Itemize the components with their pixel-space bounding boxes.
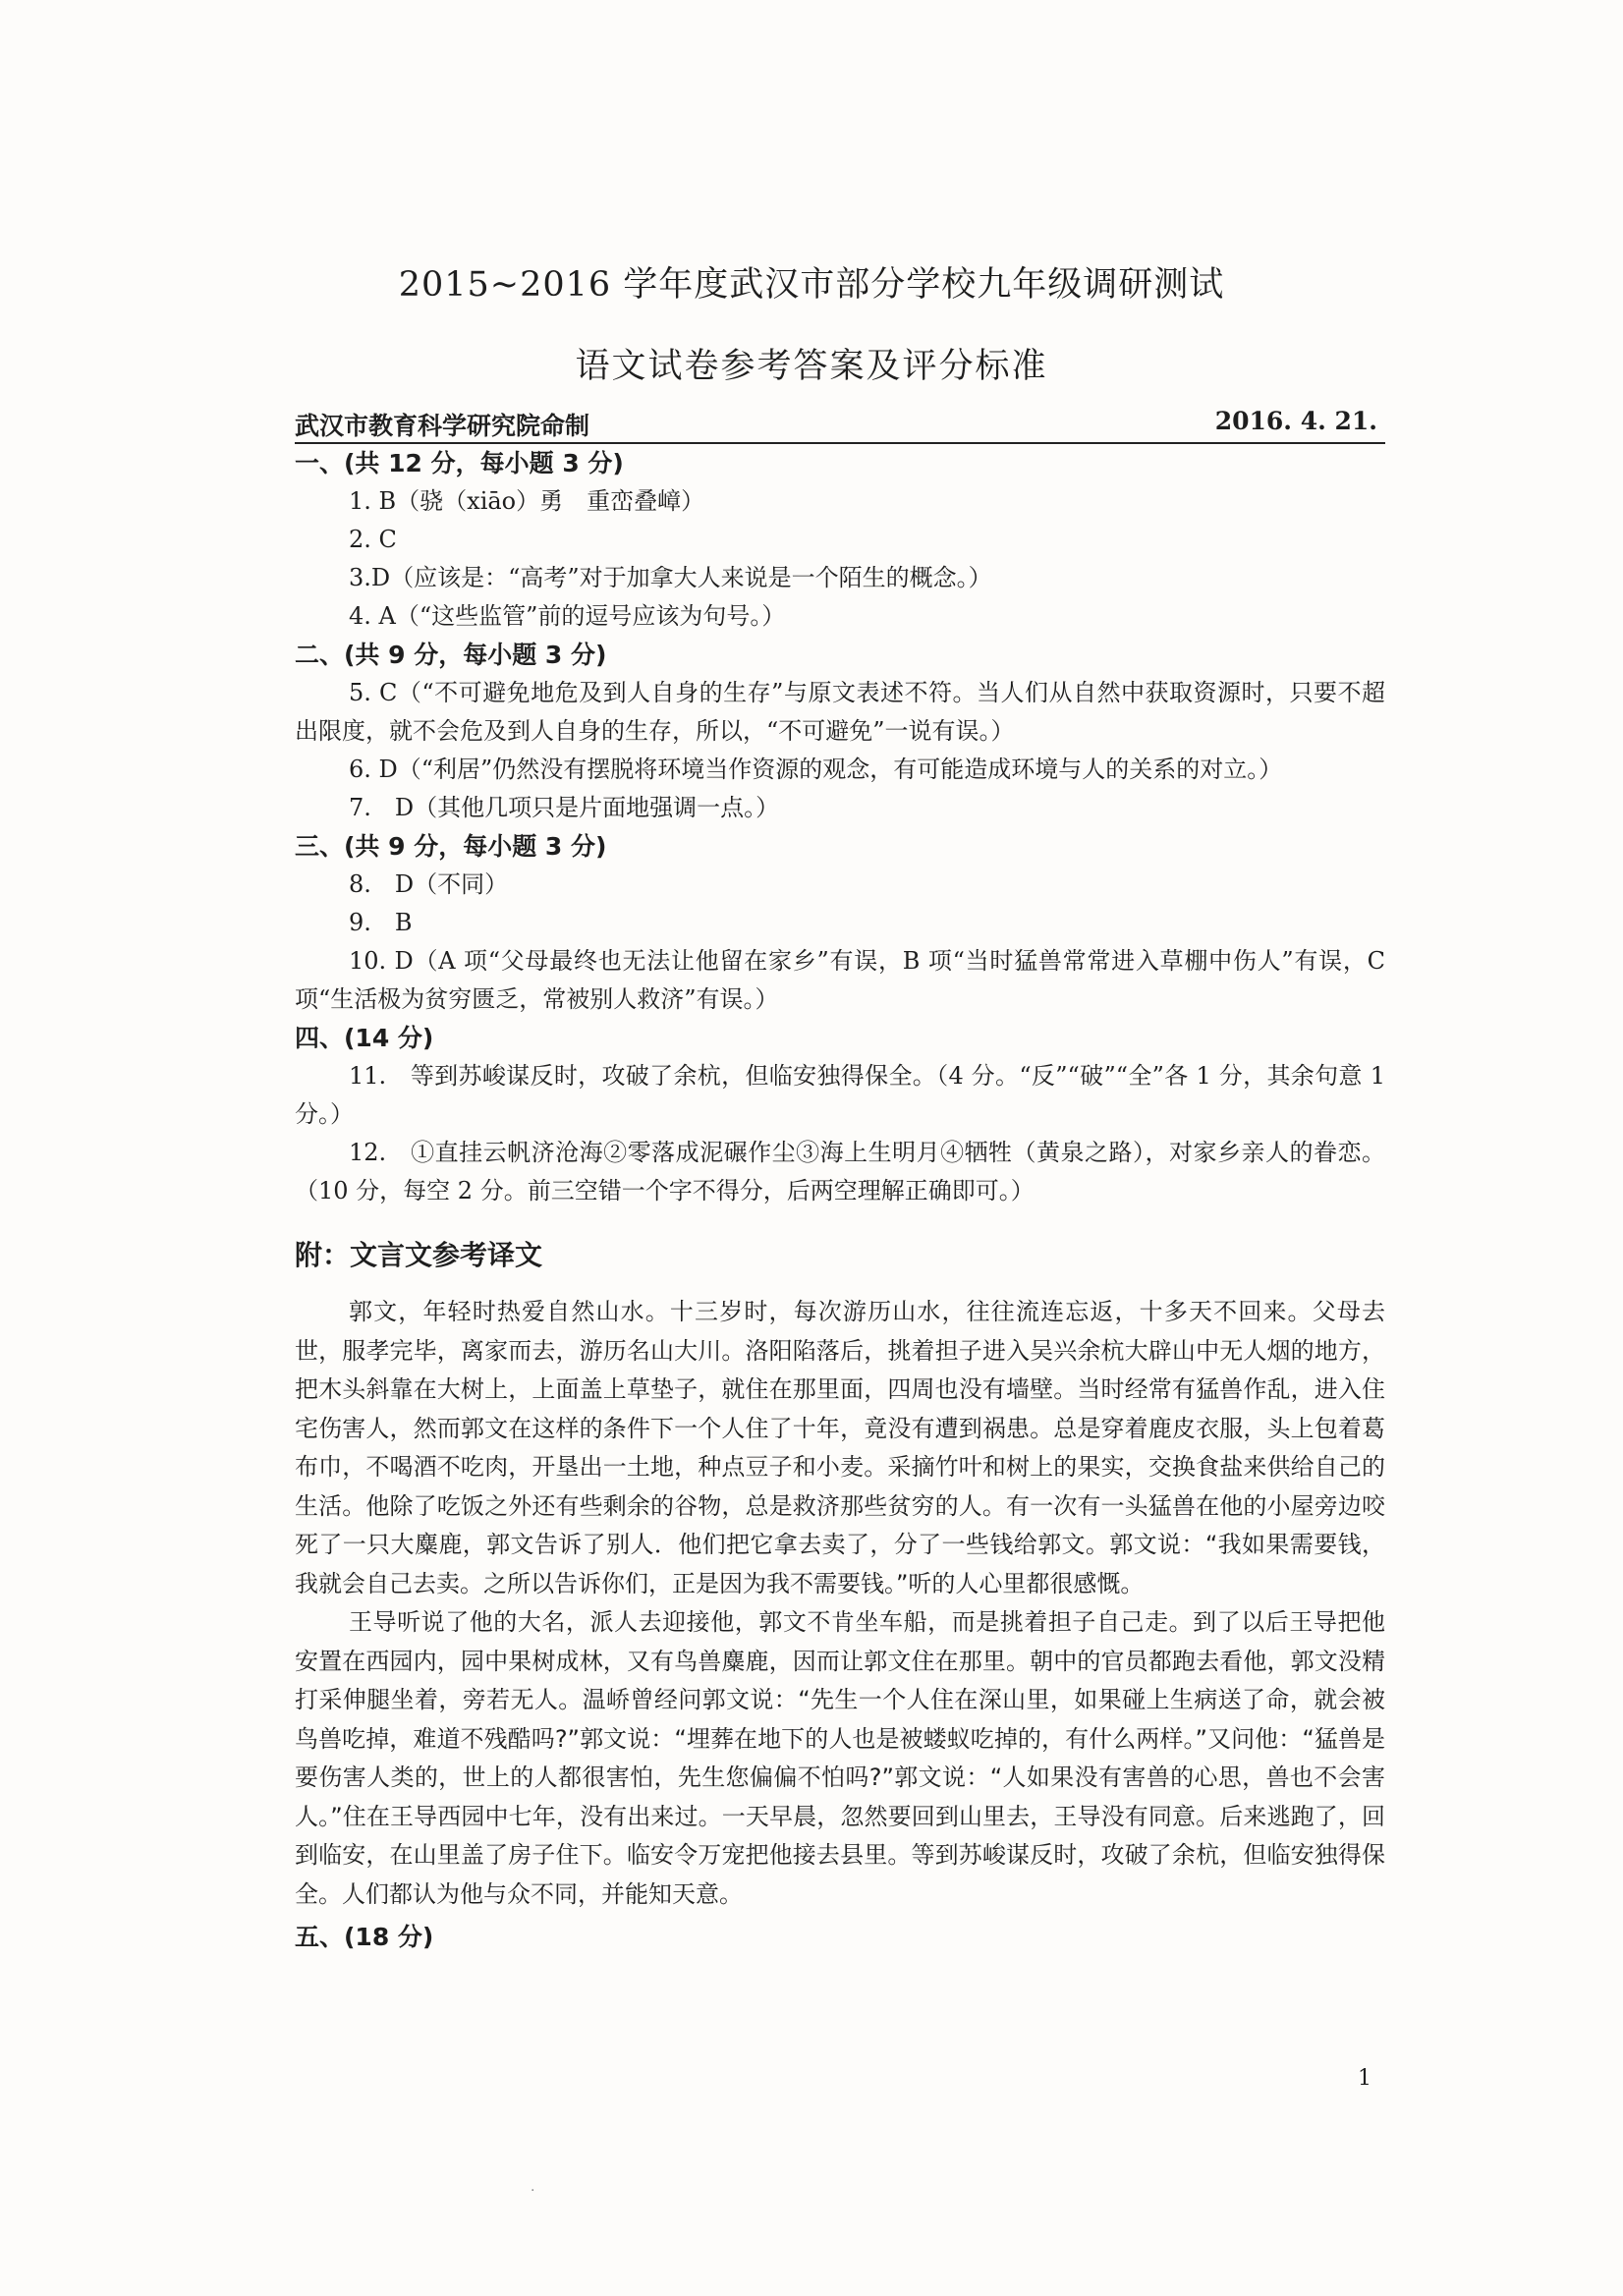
issuer-row [295, 403, 1385, 444]
answer-item: 10. D（A 项“父母最终也无法让他留在家乡”有误，B 项“当时猛兽常常进入草棚中伤人”有误，C 项“生活极为贫穷匮乏，常被别人救济”有误。） [295, 947, 1385, 1013]
answer-item: 1. B（骁（xiāo）勇 重峦叠嶂） [349, 487, 705, 515]
answer-item: 2. C [349, 526, 397, 553]
section-heading: 二、(共 9 分，每小题 3 分) [295, 641, 607, 669]
section-2 [295, 636, 1385, 827]
answer-item: 5. C（“不可避免地危及到人自身的生存”与原文表述不符。当人们从自然中获取资源时，只要不超出限度，就不会危及到人自身的生存，所以，“不可避免”一说有误。） [295, 679, 1385, 745]
translation-paragraph: 郭文，年轻时热爱自然山水。十三岁时，每次游历山水，往往流连忘返，十多天不回来。父母去世，服孝完毕，离家而去，游历名山大川。洛阳陷落后，挑着担子进入吴兴余杭大辟山中无人烟的地方，把木头斜靠在大树上，上面盖上草垫子，就住在那里面，四周也没有墙壁。当时经常有猛兽作乱，进入住宅伤害人，然而郭文在这样的条件下一个人住了十年，竟没有遭到祸患。总是穿着鹿皮衣服，头上包着葛布巾，不喝酒不吃肉，开垦出一土地，种点豆子和小麦。采摘竹叶和树上的果实，交换食盐来供给自己的生活。他除了吃饭之外还有些剩余的谷物，总是救济那些贫穷的人。有一次有一头猛兽在他的小屋旁边咬死了一只大麋鹿，郭文告诉了别人．他们把它拿去卖了，分了一些钱给郭文。郭文说：“我如果需要钱，我就会自己去卖。之所以告诉你们，正是因为我不需要钱。”听的人心里都很感慨。 [295, 1298, 1385, 1597]
scan-speck: · [531, 2183, 535, 2199]
translation-paragraph: 王导听说了他的大名，派人去迎接他，郭文不肯坐车船，而是挑着担子自己走。到了以后王导把他安置在西园内，园中果树成林，又有鸟兽麋鹿，因而让郭文住在那里。朝中的官员都跑去看他，郭文没精打采伸腿坐着，旁若无人。温峤曾经问郭文说：“先生一个人住在深山里，如果碰上生病送了命，就会被鸟兽吃掉，难道不残酷吗?”郭文说：“埋葬在地下的人也是被蝼蚁吃掉的，有什么两样。”又问他：“猛兽是要伤害人类的，世上的人都很害怕，先生您偏偏不怕吗?”郭文说：“人如果没有害兽的心思，兽也不会害人。”住在王导西园中七年，没有出来过。一天早晨，忽然要回到山里去，王导没有同意。后来逃跑了，回到临安，在山里盖了房子住下。临安令万宠把他接去县里。等到苏峻谋反时，攻破了余杭，但临安独得保全。人们都认为他与众不同，并能知天意。 [295, 1608, 1385, 1908]
answer-item: 4. A（“这些监管”前的逗号应该为句号。） [349, 602, 786, 630]
answer-item: 6. D（“利居”仍然没有摆脱将环境当作资源的观念，有可能造成环境与人的关系的对立。） [349, 756, 1283, 783]
page-number: 1 [1358, 2066, 1371, 2091]
section-4 [295, 1019, 1385, 1210]
appendix-heading: 附：文言文参考译文 [295, 1239, 543, 1271]
document-subtitle: 语文试卷参考答案及评分标准 [575, 347, 1048, 386]
answer-content [295, 444, 1385, 1957]
section-1 [295, 444, 1385, 636]
section-3 [295, 827, 1385, 1019]
issue-date: 2016. 4. 21. [1214, 407, 1377, 435]
answer-item: 12. ①直挂云帆济沧海②零落成泥碾作尘③海上生明月④牺牲（黄泉之路），对家乡亲人的眷恋。（10 分，每空 2 分。前三空错一个字不得分，后两空理解正确即可。） [295, 1139, 1385, 1204]
issuer: 武汉市教育科学研究院命制 [295, 412, 590, 440]
section-heading: 三、(共 9 分，每小题 3 分) [295, 832, 607, 861]
answer-item: 9. B [349, 909, 413, 936]
section-heading: 四、(14 分) [295, 1024, 434, 1052]
document-title: 2015~2016 学年度武汉市部分学校九年级调研测试 [398, 265, 1225, 305]
answer-item: 7. D（其他几项只是片面地强调一点。） [349, 794, 780, 821]
section-heading: 五、(18 分) [295, 1923, 434, 1951]
answer-item: 8. D（不同） [349, 870, 509, 898]
answer-item: 11. 等到苏峻谋反时，攻破了余杭，但临安独得保全。（4 分。“反”“破”“全”各 1 分，其余句意 1 分。） [295, 1062, 1385, 1128]
section-heading: 一、(共 12 分，每小题 3 分) [295, 449, 624, 477]
answer-item: 3.D（应该是：“高考”对于加拿大人来说是一个陌生的概念。） [349, 564, 992, 591]
